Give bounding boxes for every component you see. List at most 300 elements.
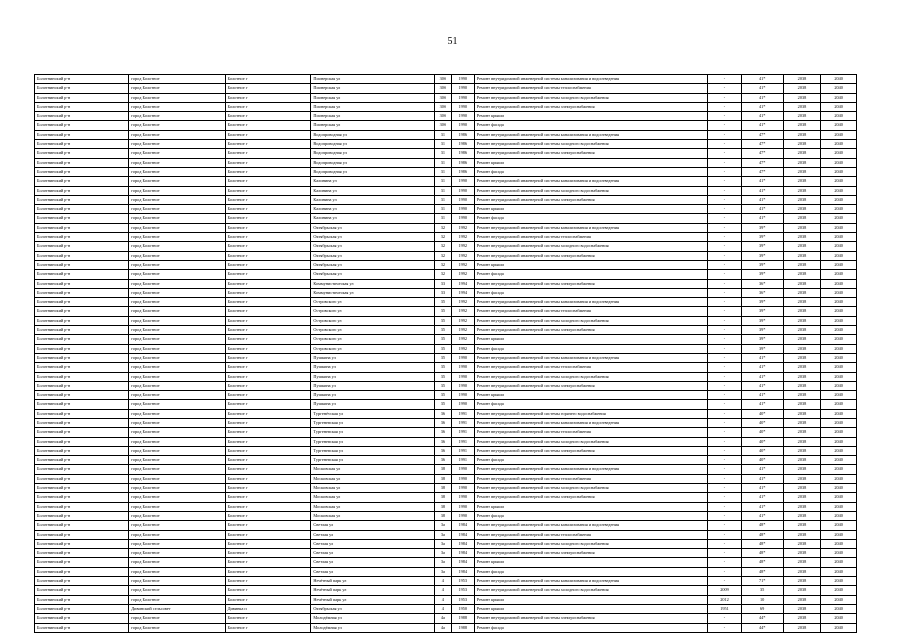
last-repair-cell: - <box>708 623 742 632</box>
last-repair-cell: - <box>708 437 742 446</box>
settlement-cell: город Болотное <box>129 614 225 623</box>
district-cell: Болотнинский р-н <box>35 549 129 558</box>
end-year-cell: 2040 <box>821 335 857 344</box>
last-repair-cell: - <box>708 298 742 307</box>
settlement-cell: Дивинский сельсовет <box>129 604 225 613</box>
last-repair-cell: - <box>708 614 742 623</box>
district-cell: Болотнинский р-н <box>35 140 129 149</box>
work-type-cell: Ремонт фасада <box>474 167 708 176</box>
table-row <box>35 279 857 288</box>
street-cell: Тургенévская ул <box>311 409 435 418</box>
locality-cell: Болотное г <box>225 288 311 297</box>
work-type-cell: Ремонт внутридомовой инженерной системы теплоснабжения <box>474 233 708 242</box>
settlement-cell: город Болотное <box>129 270 225 279</box>
settlement-cell: город Болотное <box>129 205 225 214</box>
wear-cell: 40* <box>741 437 783 446</box>
start-year-cell: 2038 <box>783 577 821 586</box>
district-cell: Болотнинский р-н <box>35 326 129 335</box>
end-year-cell: 2040 <box>821 567 857 576</box>
street-cell: Пушкина ул <box>311 391 435 400</box>
settlement-cell: город Болотное <box>129 372 225 381</box>
district-cell: Болотнинский р-н <box>35 84 129 93</box>
year-cell: 1990 <box>451 484 474 493</box>
table-row <box>35 102 857 111</box>
table-row <box>35 381 857 390</box>
house-cell: 32 <box>434 223 451 232</box>
wear-cell: 39* <box>741 260 783 269</box>
wear-cell: 41* <box>741 465 783 474</box>
end-year-cell: 2040 <box>821 344 857 353</box>
work-type-cell: Ремонт фасада <box>474 456 708 465</box>
wear-cell: 47* <box>741 167 783 176</box>
district-cell: Болотнинский р-н <box>35 270 129 279</box>
work-type-cell: Ремонт внутридомовой инженерной системы электроснабжения <box>474 279 708 288</box>
house-cell: 4а <box>434 623 451 632</box>
end-year-cell: 2040 <box>821 539 857 548</box>
settlement-cell: город Болотное <box>129 279 225 288</box>
table-row <box>35 149 857 158</box>
year-cell: 1984 <box>451 521 474 530</box>
house-cell: 3а <box>434 521 451 530</box>
street-cell: Нечётный парк ул <box>311 595 435 604</box>
settlement-cell: город Болотное <box>129 223 225 232</box>
work-type-cell: Ремонт внутридомовой инженерной системы канализования и водоотведения <box>474 223 708 232</box>
year-cell: 1984 <box>451 539 474 548</box>
house-cell: 30б <box>434 93 451 102</box>
table-row <box>35 604 857 613</box>
house-cell: 31 <box>434 167 451 176</box>
district-cell: Болотнинский р-н <box>35 112 129 121</box>
house-cell: 4 <box>434 595 451 604</box>
locality-cell: Болотное г <box>225 326 311 335</box>
year-cell: 1992 <box>451 335 474 344</box>
locality-cell: Болотное г <box>225 418 311 427</box>
work-type-cell: Ремонт внутридомовой инженерной системы канализования и водоотведения <box>474 465 708 474</box>
locality-cell: Болотное г <box>225 465 311 474</box>
house-cell: 31 <box>434 177 451 186</box>
work-type-cell: Ремонт внутридомовой инженерной системы электроснабжения <box>474 195 708 204</box>
settlement-cell: город Болотное <box>129 391 225 400</box>
start-year-cell: 2038 <box>783 130 821 139</box>
year-cell: 1990 <box>451 493 474 502</box>
start-year-cell: 2038 <box>783 233 821 242</box>
house-cell: 36 <box>434 428 451 437</box>
start-year-cell: 2038 <box>783 335 821 344</box>
settlement-cell: город Болотное <box>129 158 225 167</box>
last-repair-cell: - <box>708 260 742 269</box>
year-cell: 1986 <box>451 158 474 167</box>
street-cell: Островского ул <box>311 344 435 353</box>
settlement-cell: город Болотное <box>129 177 225 186</box>
wear-cell: 48* <box>741 521 783 530</box>
last-repair-cell: - <box>708 177 742 186</box>
start-year-cell: 2038 <box>783 614 821 623</box>
table-row <box>35 595 857 604</box>
year-cell: 1990 <box>451 195 474 204</box>
street-cell: Пионерская ул <box>311 75 435 84</box>
year-cell: 1991 <box>451 456 474 465</box>
locality-cell: Болотное г <box>225 242 311 251</box>
settlement-cell: город Болотное <box>129 474 225 483</box>
end-year-cell: 2040 <box>821 381 857 390</box>
street-cell: Светлая ул <box>311 549 435 558</box>
year-cell: 1950 <box>451 604 474 613</box>
table-row <box>35 307 857 316</box>
start-year-cell: 2038 <box>783 353 821 362</box>
table-row <box>35 316 857 325</box>
end-year-cell: 2040 <box>821 465 857 474</box>
end-year-cell: 2040 <box>821 474 857 483</box>
end-year-cell: 2040 <box>821 158 857 167</box>
end-year-cell: 2040 <box>821 437 857 446</box>
table-row <box>35 335 857 344</box>
locality-cell: Болотное г <box>225 428 311 437</box>
house-cell: 35 <box>434 353 451 362</box>
district-cell: Болотнинский р-н <box>35 223 129 232</box>
locality-cell: Болотное г <box>225 270 311 279</box>
end-year-cell: 2040 <box>821 112 857 121</box>
start-year-cell: 2038 <box>783 195 821 204</box>
house-cell: 35 <box>434 316 451 325</box>
table-row <box>35 140 857 149</box>
locality-cell: Болотное г <box>225 446 311 455</box>
house-cell: 32 <box>434 251 451 260</box>
end-year-cell: 2040 <box>821 288 857 297</box>
house-cell: 32 <box>434 260 451 269</box>
street-cell: Московская ул <box>311 511 435 520</box>
work-type-cell: Ремонт внутридомовой инженерной системы холодного водоснабжения <box>474 437 708 446</box>
last-repair-cell: - <box>708 167 742 176</box>
wear-cell: 10 <box>741 595 783 604</box>
start-year-cell: 2038 <box>783 251 821 260</box>
last-repair-cell: - <box>708 549 742 558</box>
street-cell: Водопроводная ул <box>311 140 435 149</box>
wear-cell: 39* <box>741 270 783 279</box>
street-cell: Тургеневская ул <box>311 418 435 427</box>
table-row <box>35 558 857 567</box>
end-year-cell: 2040 <box>821 511 857 520</box>
last-repair-cell: - <box>708 465 742 474</box>
wear-cell: 71* <box>741 577 783 586</box>
locality-cell: Болотное г <box>225 121 311 130</box>
start-year-cell: 2038 <box>783 530 821 539</box>
house-cell: 38 <box>434 493 451 502</box>
settlement-cell: город Болотное <box>129 353 225 362</box>
start-year-cell: 2038 <box>783 549 821 558</box>
wear-cell: 48* <box>741 539 783 548</box>
street-cell: Московская ул <box>311 484 435 493</box>
table-row <box>35 586 857 595</box>
last-repair-cell: - <box>708 381 742 390</box>
district-cell: Болотнинский р-н <box>35 353 129 362</box>
last-repair-cell: - <box>708 372 742 381</box>
wear-cell: 41* <box>741 177 783 186</box>
work-type-cell: Ремонт внутридомовой инженерной системы канализования и водоотведения <box>474 130 708 139</box>
house-cell: 36 <box>434 446 451 455</box>
district-cell: Болотнинский р-н <box>35 298 129 307</box>
end-year-cell: 2040 <box>821 484 857 493</box>
locality-cell: Болотное г <box>225 214 311 223</box>
table-row <box>35 614 857 623</box>
work-type-cell: Ремонт внутридомовой инженерной системы холодного водоснабжения <box>474 586 708 595</box>
street-cell: Пионерская ул <box>311 121 435 130</box>
year-cell: 1988 <box>451 614 474 623</box>
settlement-cell: город Болотное <box>129 484 225 493</box>
last-repair-cell: - <box>708 223 742 232</box>
street-cell: Московская ул <box>311 493 435 502</box>
table-row <box>35 372 857 381</box>
wear-cell: 48* <box>741 567 783 576</box>
locality-cell: Болотное г <box>225 279 311 288</box>
start-year-cell: 2038 <box>783 428 821 437</box>
district-cell: Болотнинский р-н <box>35 195 129 204</box>
end-year-cell: 2040 <box>821 195 857 204</box>
locality-cell: Болотное г <box>225 586 311 595</box>
settlement-cell: город Болотное <box>129 242 225 251</box>
table-body <box>35 75 857 633</box>
year-cell: 1992 <box>451 223 474 232</box>
last-repair-cell: - <box>708 493 742 502</box>
street-cell: Светлая ул <box>311 567 435 576</box>
settlement-cell: город Болотное <box>129 456 225 465</box>
last-repair-cell: - <box>708 279 742 288</box>
work-type-cell: Ремонт внутридомовой инженерной системы электроснабжения <box>474 493 708 502</box>
start-year-cell: 2038 <box>783 567 821 576</box>
locality-cell: Болотное г <box>225 409 311 418</box>
wear-cell: 47* <box>741 149 783 158</box>
work-type-cell: Ремонт внутридомовой инженерной системы электроснабжения <box>474 149 708 158</box>
start-year-cell: 2038 <box>783 307 821 316</box>
last-repair-cell: - <box>708 149 742 158</box>
settlement-cell: город Болотное <box>129 511 225 520</box>
wear-cell: 69 <box>741 604 783 613</box>
district-cell: Болотнинский р-н <box>35 418 129 427</box>
street-cell: Пушкина ул <box>311 372 435 381</box>
table-row <box>35 409 857 418</box>
street-cell: Пионерская ул <box>311 93 435 102</box>
settlement-cell: город Болотное <box>129 539 225 548</box>
table-row <box>35 428 857 437</box>
wear-cell: 40* <box>741 409 783 418</box>
district-cell: Болотнинский р-н <box>35 567 129 576</box>
locality-cell: Болотное г <box>225 260 311 269</box>
table-row <box>35 446 857 455</box>
district-cell: Болотнинский р-н <box>35 233 129 242</box>
table-row <box>35 577 857 586</box>
work-type-cell: Ремонт крыши <box>474 558 708 567</box>
end-year-cell: 2040 <box>821 400 857 409</box>
wear-cell: 41* <box>741 493 783 502</box>
start-year-cell: 2038 <box>783 260 821 269</box>
start-year-cell: 2038 <box>783 363 821 372</box>
district-cell: Болотнинский р-н <box>35 474 129 483</box>
end-year-cell: 2040 <box>821 614 857 623</box>
last-repair-cell: - <box>708 446 742 455</box>
year-cell: 1990 <box>451 214 474 223</box>
start-year-cell: 2038 <box>783 102 821 111</box>
district-cell: Болотнинский р-н <box>35 400 129 409</box>
start-year-cell: 2038 <box>783 456 821 465</box>
table-row <box>35 465 857 474</box>
last-repair-cell: - <box>708 409 742 418</box>
wear-cell: 44* <box>741 614 783 623</box>
street-cell: Пушкина ул <box>311 381 435 390</box>
year-cell: 1992 <box>451 307 474 316</box>
district-cell: Болотнинский р-н <box>35 93 129 102</box>
table-row <box>35 549 857 558</box>
locality-cell: Болотное г <box>225 484 311 493</box>
street-cell: Октябрьская ул <box>311 260 435 269</box>
house-cell: 35 <box>434 298 451 307</box>
year-cell: 1990 <box>451 102 474 111</box>
end-year-cell: 2040 <box>821 298 857 307</box>
locality-cell: Болотное г <box>225 400 311 409</box>
end-year-cell: 2040 <box>821 446 857 455</box>
last-repair-cell: - <box>708 75 742 84</box>
year-cell: 1984 <box>451 549 474 558</box>
street-cell: Калинина ул <box>311 205 435 214</box>
year-cell: 1992 <box>451 260 474 269</box>
table-row <box>35 418 857 427</box>
locality-cell: Болотное г <box>225 335 311 344</box>
district-cell: Болотнинский р-н <box>35 381 129 390</box>
start-year-cell: 2038 <box>783 84 821 93</box>
house-cell: 38 <box>434 465 451 474</box>
locality-cell: Болотное г <box>225 530 311 539</box>
settlement-cell: город Болотное <box>129 93 225 102</box>
wear-cell: 41* <box>741 112 783 121</box>
locality-cell: Болотное г <box>225 521 311 530</box>
table-row <box>35 233 857 242</box>
year-cell: 1990 <box>451 121 474 130</box>
year-cell: 1994 <box>451 288 474 297</box>
settlement-cell: город Болотное <box>129 549 225 558</box>
start-year-cell: 2038 <box>783 623 821 632</box>
work-type-cell: Ремонт внутридомовой инженерной системы канализования и водоотведения <box>474 177 708 186</box>
last-repair-cell: - <box>708 112 742 121</box>
end-year-cell: 2040 <box>821 549 857 558</box>
district-cell: Болотнинский р-н <box>35 158 129 167</box>
work-type-cell: Ремонт внутридомовой инженерной системы теплоснабжения <box>474 530 708 539</box>
settlement-cell: город Болотное <box>129 530 225 539</box>
work-type-cell: Ремонт внутридомовой инженерной системы канализования и водоотведения <box>474 521 708 530</box>
house-cell: 35 <box>434 381 451 390</box>
year-cell: 1988 <box>451 623 474 632</box>
table-row <box>35 521 857 530</box>
table-row <box>35 400 857 409</box>
locality-cell: Болотное г <box>225 298 311 307</box>
table-row <box>35 223 857 232</box>
house-cell: 3а <box>434 530 451 539</box>
last-repair-cell: - <box>708 270 742 279</box>
start-year-cell: 2038 <box>783 595 821 604</box>
house-cell: 32 <box>434 242 451 251</box>
locality-cell: Болотное г <box>225 316 311 325</box>
start-year-cell: 2038 <box>783 558 821 567</box>
settlement-cell: город Болотное <box>129 140 225 149</box>
table-row <box>35 93 857 102</box>
start-year-cell: 2038 <box>783 372 821 381</box>
work-type-cell: Ремонт внутридомовой инженерной системы теплоснабжения <box>474 363 708 372</box>
wear-cell: 48* <box>741 549 783 558</box>
end-year-cell: 2040 <box>821 130 857 139</box>
work-type-cell: Ремонт внутридомовой инженерной системы теплоснабжения <box>474 474 708 483</box>
wear-cell: 35 <box>741 586 783 595</box>
last-repair-cell: - <box>708 391 742 400</box>
wear-cell: 47* <box>741 158 783 167</box>
house-cell: 38 <box>434 484 451 493</box>
street-cell: Московская ул <box>311 502 435 511</box>
locality-cell: Болотное г <box>225 539 311 548</box>
district-cell: Болотнинский р-н <box>35 623 129 632</box>
end-year-cell: 2040 <box>821 279 857 288</box>
wear-cell: 39* <box>741 335 783 344</box>
street-cell: Островского ул <box>311 326 435 335</box>
year-cell: 1990 <box>451 205 474 214</box>
wear-cell: 39* <box>741 251 783 260</box>
district-cell: Болотнинский р-н <box>35 604 129 613</box>
wear-cell: 41* <box>741 474 783 483</box>
wear-cell: 41* <box>741 363 783 372</box>
start-year-cell: 2038 <box>783 75 821 84</box>
district-cell: Болотнинский р-н <box>35 614 129 623</box>
work-type-cell: Ремонт внутридомовой инженерной системы холодного водоснабжения <box>474 93 708 102</box>
work-type-cell: Ремонт внутридомовой инженерной системы канализования и водоотведения <box>474 577 708 586</box>
locality-cell: Болотное г <box>225 177 311 186</box>
house-cell: 4а <box>434 614 451 623</box>
start-year-cell: 2038 <box>783 493 821 502</box>
end-year-cell: 2040 <box>821 242 857 251</box>
year-cell: 1990 <box>451 372 474 381</box>
last-repair-cell: - <box>708 530 742 539</box>
settlement-cell: город Болотное <box>129 493 225 502</box>
end-year-cell: 2040 <box>821 418 857 427</box>
street-cell: Калинина ул <box>311 195 435 204</box>
last-repair-cell: - <box>708 102 742 111</box>
settlement-cell: город Болотное <box>129 502 225 511</box>
locality-cell: Болотное г <box>225 186 311 195</box>
start-year-cell: 2038 <box>783 409 821 418</box>
street-cell: Тургеневская ул <box>311 456 435 465</box>
end-year-cell: 2040 <box>821 167 857 176</box>
wear-cell: 41* <box>741 75 783 84</box>
wear-cell: 41* <box>741 214 783 223</box>
start-year-cell: 2038 <box>783 167 821 176</box>
locality-cell: Болотное г <box>225 623 311 632</box>
settlement-cell: город Болотное <box>129 251 225 260</box>
street-cell: Островского ул <box>311 298 435 307</box>
house-cell: 30б <box>434 112 451 121</box>
settlement-cell: город Болотное <box>129 326 225 335</box>
locality-cell: Болотное г <box>225 233 311 242</box>
settlement-cell: город Болотное <box>129 521 225 530</box>
street-cell: Нечётный парк ул <box>311 577 435 586</box>
start-year-cell: 2038 <box>783 149 821 158</box>
district-cell: Болотнинский р-н <box>35 363 129 372</box>
house-cell: 36 <box>434 456 451 465</box>
last-repair-cell: - <box>708 140 742 149</box>
year-cell: 1992 <box>451 251 474 260</box>
street-cell: Коммунистическая ул <box>311 288 435 297</box>
table-row <box>35 242 857 251</box>
work-type-cell: Ремонт крыши <box>474 595 708 604</box>
start-year-cell: 2038 <box>783 121 821 130</box>
start-year-cell: 2038 <box>783 465 821 474</box>
district-cell: Болотнинский р-н <box>35 186 129 195</box>
locality-cell: Болотное г <box>225 307 311 316</box>
table-row <box>35 344 857 353</box>
end-year-cell: 2040 <box>821 214 857 223</box>
